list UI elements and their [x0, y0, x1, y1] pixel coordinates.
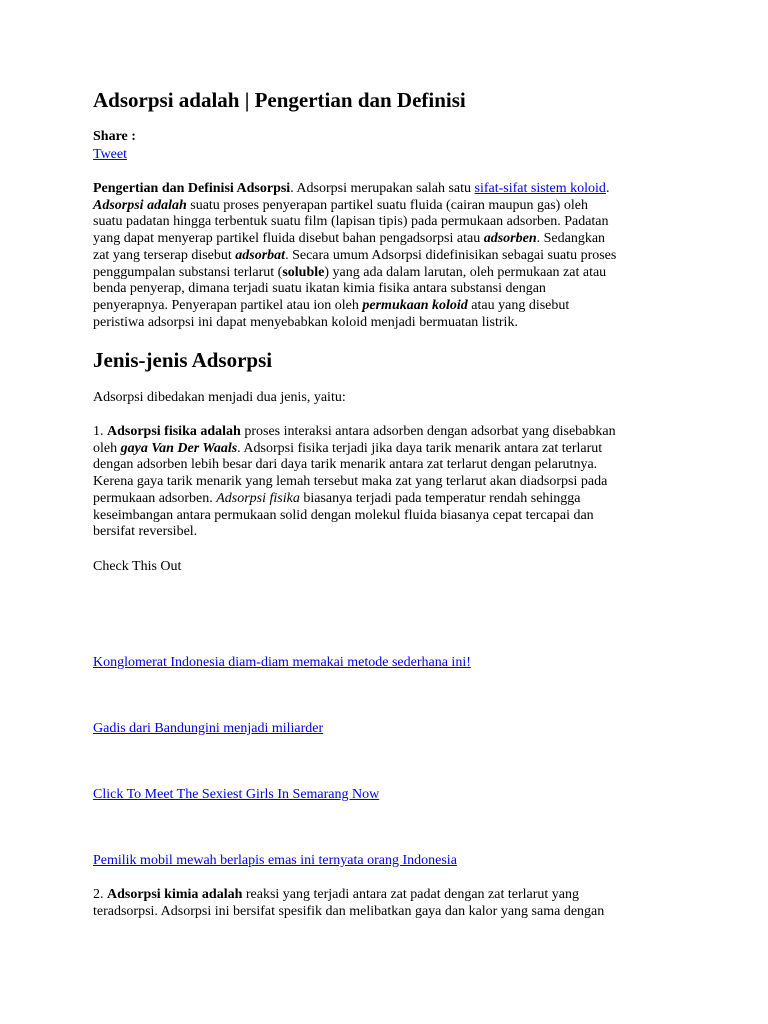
section-intro: Adsorpsi dibedakan menjadi dua jenis, yaitu:	[93, 390, 346, 405]
check-this-out-label: Check This Out	[93, 559, 182, 574]
share-label: Share :	[93, 129, 136, 144]
sifat-koloid-link[interactable]: sifat-sifat sistem koloid	[474, 181, 606, 196]
tweet-link[interactable]: Tweet	[93, 147, 128, 162]
promo-link-2[interactable]: Gadis dari Bandungini menjadi miliarder	[93, 721, 324, 736]
section-heading: Jenis-jenis Adsorpsi	[93, 348, 273, 372]
promo-link-4[interactable]: Pemilik mobil mewah berlapis emas ini ternyata orang Indonesia	[93, 853, 457, 868]
intro-paragraph: Pengertian dan Definisi Adsorpsi. Adsorpsi merupakan salah satu sifat-sifat sistem koloid. Adsorpsi adalah suatu proses penyerapan partikel suatu fluida (cairan maupun gas) oleh suatu padatan hingga terbentuk suatu film (lapisan tipis) pada permukaan adsorben. Padatan yang dapat menyerap partikel fluida disebut bahan pengadsorpsi atau adsorben. Sedangkan zat yang terserap disebut adsorbat. Secara umum Adsorpsi didefinisikan sebagai suatu proses penggumpalan substansi terlarut (soluble) yang ada dalam larutan, oleh permukaan zat atau benda penyerap, dimana terjadi suatu ikatan kimia fisika antara substansi dengan penyerapnya. Penyerapan partikel atau ion oleh permukaan koloid atau yang disebut peristiwa adsorpsi ini dapat menyebabkan koloid menjadi bermuatan listrik.	[93, 181, 617, 330]
promo-link-3[interactable]: Click To Meet The Sexiest Girls In Semarang Now	[93, 787, 380, 802]
item-2-paragraph: 2. Adsorpsi kimia adalah reaksi yang terjadi antara zat padat dengan zat terlarut yang teradsorpsi. Adsorpsi ini bersifat spesifik dan melibatkan gaya dan kalor yang sama dengan	[93, 887, 605, 919]
page-title: Adsorpsi adalah | Pengertian dan Definisi	[93, 88, 466, 112]
item-1-paragraph: 1. Adsorpsi fisika adalah proses interaksi antara adsorben dengan adsorbat yang disebabkan oleh gaya Van Der Waals. Adsorpsi fisika terjadi jika daya tarik menarik antara zat terlarut dengan adsorben lebih besar dari daya tarik menarik antara zat terlarut dengan pelarutnya. Kerena gaya tarik menarik yang lemah tersebut maka zat yang terlarut akan diadsorpsi pada permukaan adsorben. Adsorpsi fisika biasanya terjadi pada temperatur rendah sehingga keseimbangan antara permukaan solid dengan molekul fluida biasanya cepat tercapai dan bersifat reversibel.	[93, 424, 616, 540]
promo-link-1[interactable]: Konglomerat Indonesia diam-diam memakai metode sederhana ini!	[93, 655, 471, 670]
intro-bold-term: Pengertian dan Definisi Adsorpsi	[93, 181, 291, 196]
